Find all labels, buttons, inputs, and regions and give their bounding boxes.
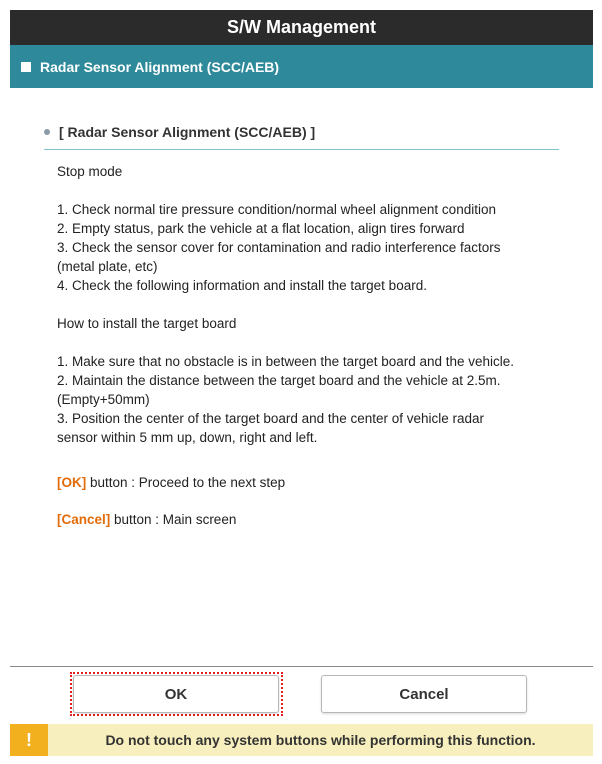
install-step-item: sensor within 5 mm up, down, right and left. [57, 430, 318, 445]
cancel-hint-key: [Cancel] [57, 512, 111, 527]
square-icon [21, 62, 31, 72]
cancel-hint-text: button : Main screen [110, 512, 237, 527]
step-item: 3. Check the sensor cover for contamination and radio interference factors [57, 240, 501, 255]
install-step-item: 2. Maintain the distance between the target board and the vehicle at 2.5m. [57, 373, 501, 388]
warning-icon: ! [10, 724, 48, 756]
ok-hint-key: [OK] [57, 475, 87, 490]
bullet-icon [44, 129, 50, 135]
window-title-text: S/W Management [226, 17, 377, 37]
warning-banner [10, 724, 593, 756]
step-item: 2. Empty status, park the vehicle at a flat location, align tires forward [57, 221, 465, 236]
window-title [10, 10, 593, 45]
ok-hint [57, 473, 577, 492]
warning-text: Do not touch any system buttons while performing this function. [105, 732, 536, 748]
step-item: (metal plate, etc) [57, 259, 158, 274]
sw-management-window [10, 10, 593, 762]
install-step-item: 1. Make sure that no obstacle is in between the target board and the vehicle. [57, 354, 515, 369]
instructions-content [57, 162, 577, 529]
install-step-item: (Empty+50mm) [57, 392, 150, 407]
ok-hint-text: button : Proceed to the next step [86, 475, 286, 490]
ok-button[interactable]: OK [73, 675, 279, 713]
step-item: 4. Check the following information and install the target board. [57, 278, 427, 293]
section-title: [ Radar Sensor Alignment (SCC/AEB) ] [59, 123, 316, 140]
footer-divider [10, 666, 593, 667]
subheader-bar [10, 45, 593, 88]
mode-title: Stop mode [57, 164, 123, 179]
subheader-title: Radar Sensor Alignment (SCC/AEB) [40, 58, 280, 75]
section-heading [44, 114, 559, 150]
cancel-button[interactable]: Cancel [321, 675, 527, 713]
cancel-hint [57, 510, 577, 529]
step-item: 1. Check normal tire pressure condition/normal wheel alignment condition [57, 202, 496, 217]
install-title: How to install the target board [57, 316, 237, 331]
install-step-item: 3. Position the center of the target board and the center of vehicle radar [57, 411, 485, 426]
